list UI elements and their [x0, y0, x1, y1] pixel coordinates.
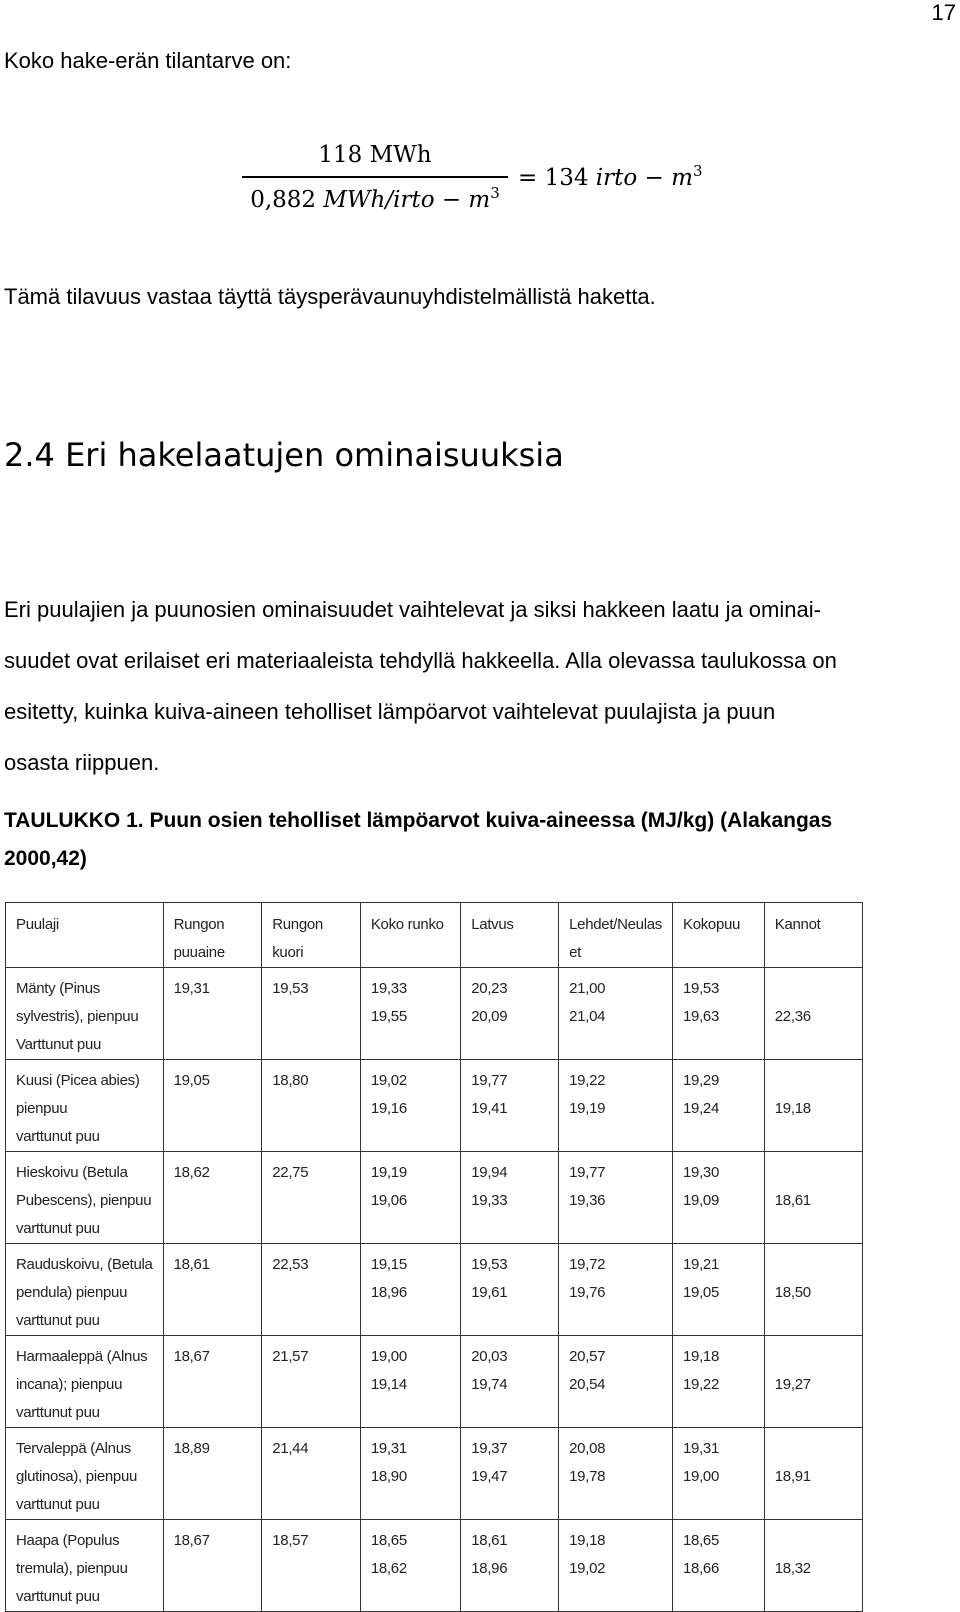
- heating-value: 21,44: [272, 1440, 309, 1457]
- value-cell: [262, 1244, 361, 1336]
- page-number: 17: [931, 0, 956, 25]
- equation-denominator: [240, 184, 510, 213]
- heating-value: 19,00: [370, 1348, 407, 1365]
- heating-value: [272, 1279, 350, 1307]
- heating-value: 19,05: [682, 1284, 720, 1301]
- heating-value: 19,22: [569, 1072, 606, 1089]
- heating-value: 19,53: [682, 980, 720, 997]
- heating-value: 20,03: [471, 1348, 508, 1365]
- column-header: [360, 903, 460, 968]
- heating-value: 19,31: [173, 980, 210, 997]
- fraction-bar: [242, 176, 508, 178]
- species-text: varttunut puu: [16, 1588, 100, 1605]
- heating-value: 19,33: [471, 1192, 508, 1209]
- heating-value: 19,61: [471, 1284, 508, 1301]
- value-cell: [672, 1336, 764, 1428]
- heating-value: 19,19: [569, 1100, 606, 1117]
- heating-value: 18,67: [173, 1532, 210, 1549]
- heating-value: 19,53: [471, 1256, 508, 1273]
- header-text: Kokopuu: [682, 916, 741, 933]
- heating-value: 19,16: [370, 1100, 407, 1117]
- heating-value: [775, 1343, 852, 1371]
- header-text: [16, 939, 153, 967]
- heating-value: 18,89: [173, 1440, 210, 1457]
- table-row: [6, 1336, 863, 1428]
- heating-value: 19,72: [569, 1256, 606, 1273]
- column-header: [672, 903, 764, 968]
- species-text: Rauduskoivu, (Betula: [16, 1256, 153, 1273]
- caption-line: 2000,42): [4, 847, 87, 870]
- species-cell: [6, 1336, 164, 1428]
- value-cell: [559, 968, 673, 1060]
- species-text: Kuusi (Picea abies): [16, 1072, 140, 1089]
- heating-value: [683, 1399, 754, 1427]
- heating-value: 19,00: [682, 1468, 720, 1485]
- heating-value: 19,77: [569, 1164, 606, 1181]
- heating-value: 19,15: [370, 1256, 407, 1273]
- heating-value: [775, 1491, 852, 1519]
- value-cell: [672, 968, 764, 1060]
- paragraph-line: suudet ovat erilaiset eri materiaaleista tehdyllä hakkeella. Alla olevassa taulukossa on: [4, 648, 837, 673]
- species-cell: [6, 1520, 164, 1612]
- heating-value: 18,80: [272, 1072, 309, 1089]
- value-cell: [559, 1244, 673, 1336]
- heating-value: [775, 1435, 852, 1463]
- heating-value: [174, 1555, 252, 1583]
- header-text: et: [569, 944, 582, 961]
- heating-value: [471, 1123, 548, 1151]
- value-cell: [163, 1336, 262, 1428]
- value-cell: [764, 968, 862, 1060]
- heating-value: [569, 1583, 662, 1611]
- heating-value: [471, 1491, 548, 1519]
- species-text: Haapa (Populus: [16, 1532, 120, 1549]
- value-cell: [360, 1520, 460, 1612]
- heating-value: [272, 1307, 350, 1335]
- heating-value: [174, 1491, 252, 1519]
- heating-value: [174, 1583, 252, 1611]
- heating-value: [683, 1123, 754, 1151]
- heating-value: 18,96: [370, 1284, 407, 1301]
- heating-value: 18,61: [471, 1532, 508, 1549]
- heating-value: [471, 1215, 548, 1243]
- heating-value: 19,41: [471, 1100, 508, 1117]
- header-text: Koko runko: [370, 916, 444, 933]
- heating-value: 18,57: [272, 1532, 309, 1549]
- header-text: Lehdet/Neulas: [569, 916, 662, 933]
- heating-value: [471, 1399, 548, 1427]
- value-cell: [461, 1244, 559, 1336]
- header-text: kuori: [272, 944, 304, 961]
- value-cell: [764, 1428, 862, 1520]
- value-cell: [559, 1336, 673, 1428]
- value-cell: [461, 1152, 559, 1244]
- value-cell: [672, 1428, 764, 1520]
- table-row: [6, 1060, 863, 1152]
- heating-value: 19,37: [471, 1440, 508, 1457]
- value-cell: [559, 1520, 673, 1612]
- header-text: Rungon: [173, 916, 225, 933]
- heating-value: 19,53: [272, 980, 309, 997]
- column-header: [461, 903, 559, 968]
- species-text: Varttunut puu: [16, 1036, 102, 1053]
- header-text: Latvus: [471, 916, 514, 933]
- species-cell: [6, 1244, 164, 1336]
- heating-value: [683, 1031, 754, 1059]
- heating-value: 18,32: [774, 1560, 811, 1577]
- value-cell: [461, 1428, 559, 1520]
- heating-value: [371, 1031, 450, 1059]
- heating-value: [775, 1159, 852, 1187]
- species-text: Harmaaleppä (Alnus: [16, 1348, 148, 1365]
- heating-value: 19,18: [682, 1348, 720, 1365]
- heating-value: [569, 1031, 662, 1059]
- table-row: [6, 1428, 863, 1520]
- heating-value: 19,33: [370, 980, 407, 997]
- heating-value: [775, 1123, 852, 1151]
- heating-value: 18,61: [774, 1192, 811, 1209]
- value-cell: [764, 1520, 862, 1612]
- heating-value: [775, 1067, 852, 1095]
- heating-value: 19,36: [569, 1192, 606, 1209]
- value-cell: [262, 968, 361, 1060]
- heating-value: [174, 1399, 252, 1427]
- heating-value: [174, 1371, 252, 1399]
- equation-result: [518, 162, 703, 191]
- value-cell: [163, 1152, 262, 1244]
- heating-value: 22,36: [774, 1008, 811, 1025]
- heating-value: 21,04: [569, 1008, 606, 1025]
- heating-value: [683, 1215, 754, 1243]
- heating-value: 18,67: [173, 1348, 210, 1365]
- table-row: [6, 1152, 863, 1244]
- heating-value: [569, 1491, 662, 1519]
- space-requirement-equation: [240, 140, 730, 220]
- value-cell: [672, 1152, 764, 1244]
- value-cell: [163, 968, 262, 1060]
- column-header: [163, 903, 262, 968]
- header-text: Kannot: [774, 916, 821, 933]
- paragraph-line: Eri puulajien ja puunosien ominaisuudet vaihtelevat ja siksi hakkeen laatu ja ominai-: [4, 597, 821, 622]
- heating-value: [775, 975, 852, 1003]
- heating-value: [272, 1583, 350, 1611]
- heating-value: 19,02: [370, 1072, 407, 1089]
- value-cell: [764, 1060, 862, 1152]
- heating-value: [569, 1123, 662, 1151]
- heating-value: 19,31: [370, 1440, 407, 1457]
- heating-value: 19,55: [370, 1008, 407, 1025]
- value-cell: [672, 1520, 764, 1612]
- heating-value: 19,94: [471, 1164, 508, 1181]
- value-cell: [461, 1336, 559, 1428]
- heating-value: 18,91: [774, 1468, 811, 1485]
- value-cell: [360, 1428, 460, 1520]
- heating-value: [272, 1463, 350, 1491]
- heating-value: 18,62: [370, 1560, 407, 1577]
- heating-value: 19,09: [682, 1192, 720, 1209]
- heating-value: 19,47: [471, 1468, 508, 1485]
- heating-value: [371, 1215, 450, 1243]
- heating-value: 19,22: [682, 1376, 720, 1393]
- heating-value: 19,29: [682, 1072, 720, 1089]
- value-cell: [672, 1244, 764, 1336]
- heating-value: [569, 1399, 662, 1427]
- value-cell: [163, 1428, 262, 1520]
- heating-value: 18,50: [774, 1284, 811, 1301]
- table-row: [6, 968, 863, 1060]
- heating-value: 19,24: [682, 1100, 720, 1117]
- heating-value: [683, 1491, 754, 1519]
- heating-value: [683, 1583, 754, 1611]
- heating-value: [775, 1215, 852, 1243]
- value-cell: [559, 1060, 673, 1152]
- heating-value: [174, 1095, 252, 1123]
- heating-value: [174, 1187, 252, 1215]
- intro-text: Koko hake-erän tilantarve on:: [4, 48, 292, 73]
- species-text: pendula) pienpuu: [16, 1284, 128, 1301]
- heating-value: 19,19: [370, 1164, 407, 1181]
- value-cell: [559, 1152, 673, 1244]
- heating-value: 20,08: [569, 1440, 606, 1457]
- header-text: [775, 939, 852, 967]
- value-cell: [764, 1336, 862, 1428]
- heating-value: [272, 1123, 350, 1151]
- value-cell: [360, 968, 460, 1060]
- heating-value: 22,75: [272, 1164, 309, 1181]
- heating-value: [471, 1583, 548, 1611]
- species-text: varttunut puu: [16, 1496, 100, 1513]
- species-text: varttunut puu: [16, 1220, 100, 1237]
- heating-value: [272, 1187, 350, 1215]
- heating-value: 19,30: [682, 1164, 720, 1181]
- heating-value: [174, 1279, 252, 1307]
- heating-value: [174, 1123, 252, 1151]
- heating-value: 18,90: [370, 1468, 407, 1485]
- species-text: Mänty (Pinus: [16, 980, 100, 997]
- header-text: Puulaji: [16, 916, 59, 933]
- heating-value: 18,66: [682, 1560, 720, 1577]
- value-cell: [764, 1244, 862, 1336]
- header-text: puuaine: [173, 944, 225, 961]
- heating-value: [371, 1399, 450, 1427]
- heating-value: [775, 1583, 852, 1611]
- heating-value: 19,74: [471, 1376, 508, 1393]
- value-cell: [262, 1152, 361, 1244]
- heating-value: 20,09: [471, 1008, 508, 1025]
- value-cell: [163, 1520, 262, 1612]
- heating-value: 19,02: [569, 1560, 606, 1577]
- value-cell: [262, 1520, 361, 1612]
- heating-value: [569, 1307, 662, 1335]
- species-text: varttunut puu: [16, 1128, 100, 1145]
- heating-value: 21,57: [272, 1348, 309, 1365]
- heating-value: [272, 1371, 350, 1399]
- heating-value: 19,21: [682, 1256, 720, 1273]
- heating-value: [569, 1215, 662, 1243]
- heating-value: [272, 1399, 350, 1427]
- heating-value: [174, 1463, 252, 1491]
- heating-value: [371, 1307, 450, 1335]
- heating-value: [272, 1215, 350, 1243]
- heating-value: 18,61: [173, 1256, 210, 1273]
- value-cell: [559, 1428, 673, 1520]
- species-cell: [6, 968, 164, 1060]
- heating-value: 20,54: [569, 1376, 606, 1393]
- value-cell: [461, 1060, 559, 1152]
- column-header: [764, 903, 862, 968]
- heating-value: 19,27: [774, 1376, 811, 1393]
- value-cell: [360, 1244, 460, 1336]
- heating-value: [272, 1491, 350, 1519]
- value-cell: [672, 1060, 764, 1152]
- heating-value: 20,57: [569, 1348, 606, 1365]
- heating-value: [775, 1307, 852, 1335]
- heating-value: 19,78: [569, 1468, 606, 1485]
- result-exponent: 3: [692, 162, 703, 180]
- species-text: pienpuu: [16, 1100, 68, 1117]
- heating-value: 18,62: [173, 1164, 210, 1181]
- heating-value: [683, 1307, 754, 1335]
- value-cell: [262, 1336, 361, 1428]
- heating-value: 18,65: [682, 1532, 720, 1549]
- denominator-value: 0,882: [250, 187, 324, 213]
- heating-value: 19,05: [173, 1072, 210, 1089]
- heating-values-table: [5, 902, 863, 1612]
- value-cell: [360, 1336, 460, 1428]
- heating-value: 19,77: [471, 1072, 508, 1089]
- heating-value: [775, 1527, 852, 1555]
- heating-value: 19,14: [370, 1376, 407, 1393]
- value-cell: [262, 1060, 361, 1152]
- heating-value: [775, 1251, 852, 1279]
- heating-value: [775, 1399, 852, 1427]
- species-text: incana); pienpuu: [16, 1376, 123, 1393]
- species-text: varttunut puu: [16, 1404, 100, 1421]
- heating-value: 18,65: [370, 1532, 407, 1549]
- table-row: [6, 1244, 863, 1336]
- column-header: [6, 903, 164, 968]
- table-row: [6, 1520, 863, 1612]
- species-text: Pubescens), pienpuu: [16, 1192, 152, 1209]
- value-cell: [360, 1152, 460, 1244]
- heating-value: 22,53: [272, 1256, 309, 1273]
- heating-value: 19,18: [774, 1100, 811, 1117]
- heating-value: 19,76: [569, 1284, 606, 1301]
- paragraph-line: esitetty, kuinka kuiva-aineen teholliset lämpöarvot vaihtelevat puulajista ja puun: [4, 699, 776, 724]
- heating-value: [371, 1123, 450, 1151]
- header-text: Rungon: [272, 916, 323, 933]
- value-cell: [764, 1152, 862, 1244]
- column-header: [559, 903, 673, 968]
- value-cell: [163, 1244, 262, 1336]
- header-text: [683, 939, 754, 967]
- heating-value: [272, 1555, 350, 1583]
- header-text: [371, 939, 450, 967]
- species-text: Tervaleppä (Alnus: [16, 1440, 131, 1457]
- heating-value: 20,23: [471, 980, 508, 997]
- heating-value: [471, 1307, 548, 1335]
- table-caption: [4, 802, 934, 878]
- heating-value: [174, 1003, 252, 1031]
- paragraph-line: osasta riippuen.: [4, 750, 160, 775]
- denominator-exponent: 3: [490, 184, 500, 202]
- heating-value: [174, 1307, 252, 1335]
- species-text: sylvestris), pienpuu: [16, 1008, 139, 1025]
- heating-value: [272, 1003, 350, 1031]
- heating-value: [371, 1491, 450, 1519]
- heating-value: [272, 1031, 350, 1059]
- heating-value: 19,18: [569, 1532, 606, 1549]
- table-header-row: [6, 903, 863, 968]
- species-text: varttunut puu: [16, 1312, 100, 1329]
- result-unit: irto − m: [595, 165, 693, 191]
- heating-value: 19,06: [370, 1192, 407, 1209]
- value-cell: [461, 968, 559, 1060]
- heating-value: 19,31: [682, 1440, 720, 1457]
- heating-value: [174, 1031, 252, 1059]
- species-cell: [6, 1060, 164, 1152]
- caption-line: TAULUKKO 1. Puun osien teholliset lämpöarvot kuiva-aineessa (MJ/kg) (Alakangas: [4, 809, 833, 832]
- heating-value: [371, 1583, 450, 1611]
- volume-sentence: Tämä tilavuus vastaa täyttä täysperävaunuyhdistelmällistä haketta.: [4, 284, 656, 309]
- value-cell: [262, 1428, 361, 1520]
- result-value: = 134: [518, 165, 596, 191]
- species-text: Hieskoivu (Betula: [16, 1164, 128, 1181]
- heating-value: 19,63: [682, 1008, 720, 1025]
- heating-value: 21,00: [569, 980, 606, 997]
- heating-value: 18,96: [471, 1560, 508, 1577]
- heating-value: [174, 1215, 252, 1243]
- species-text: glutinosa), pienpuu: [16, 1468, 138, 1485]
- heating-value: [272, 1095, 350, 1123]
- heating-value: [471, 1031, 548, 1059]
- species-cell: [6, 1428, 164, 1520]
- section-heading: 2.4 Eri hakelaatujen ominaisuuksia: [4, 436, 564, 474]
- value-cell: [360, 1060, 460, 1152]
- denominator-unit: MWh/irto − m: [323, 187, 491, 213]
- body-paragraph: [4, 584, 956, 788]
- heating-value: [775, 1031, 852, 1059]
- equation-numerator: 118 MWh: [318, 142, 432, 168]
- column-header: [262, 903, 361, 968]
- species-cell: [6, 1152, 164, 1244]
- header-text: [471, 939, 548, 967]
- value-cell: [163, 1060, 262, 1152]
- value-cell: [461, 1520, 559, 1612]
- species-text: tremula), pienpuu: [16, 1560, 128, 1577]
